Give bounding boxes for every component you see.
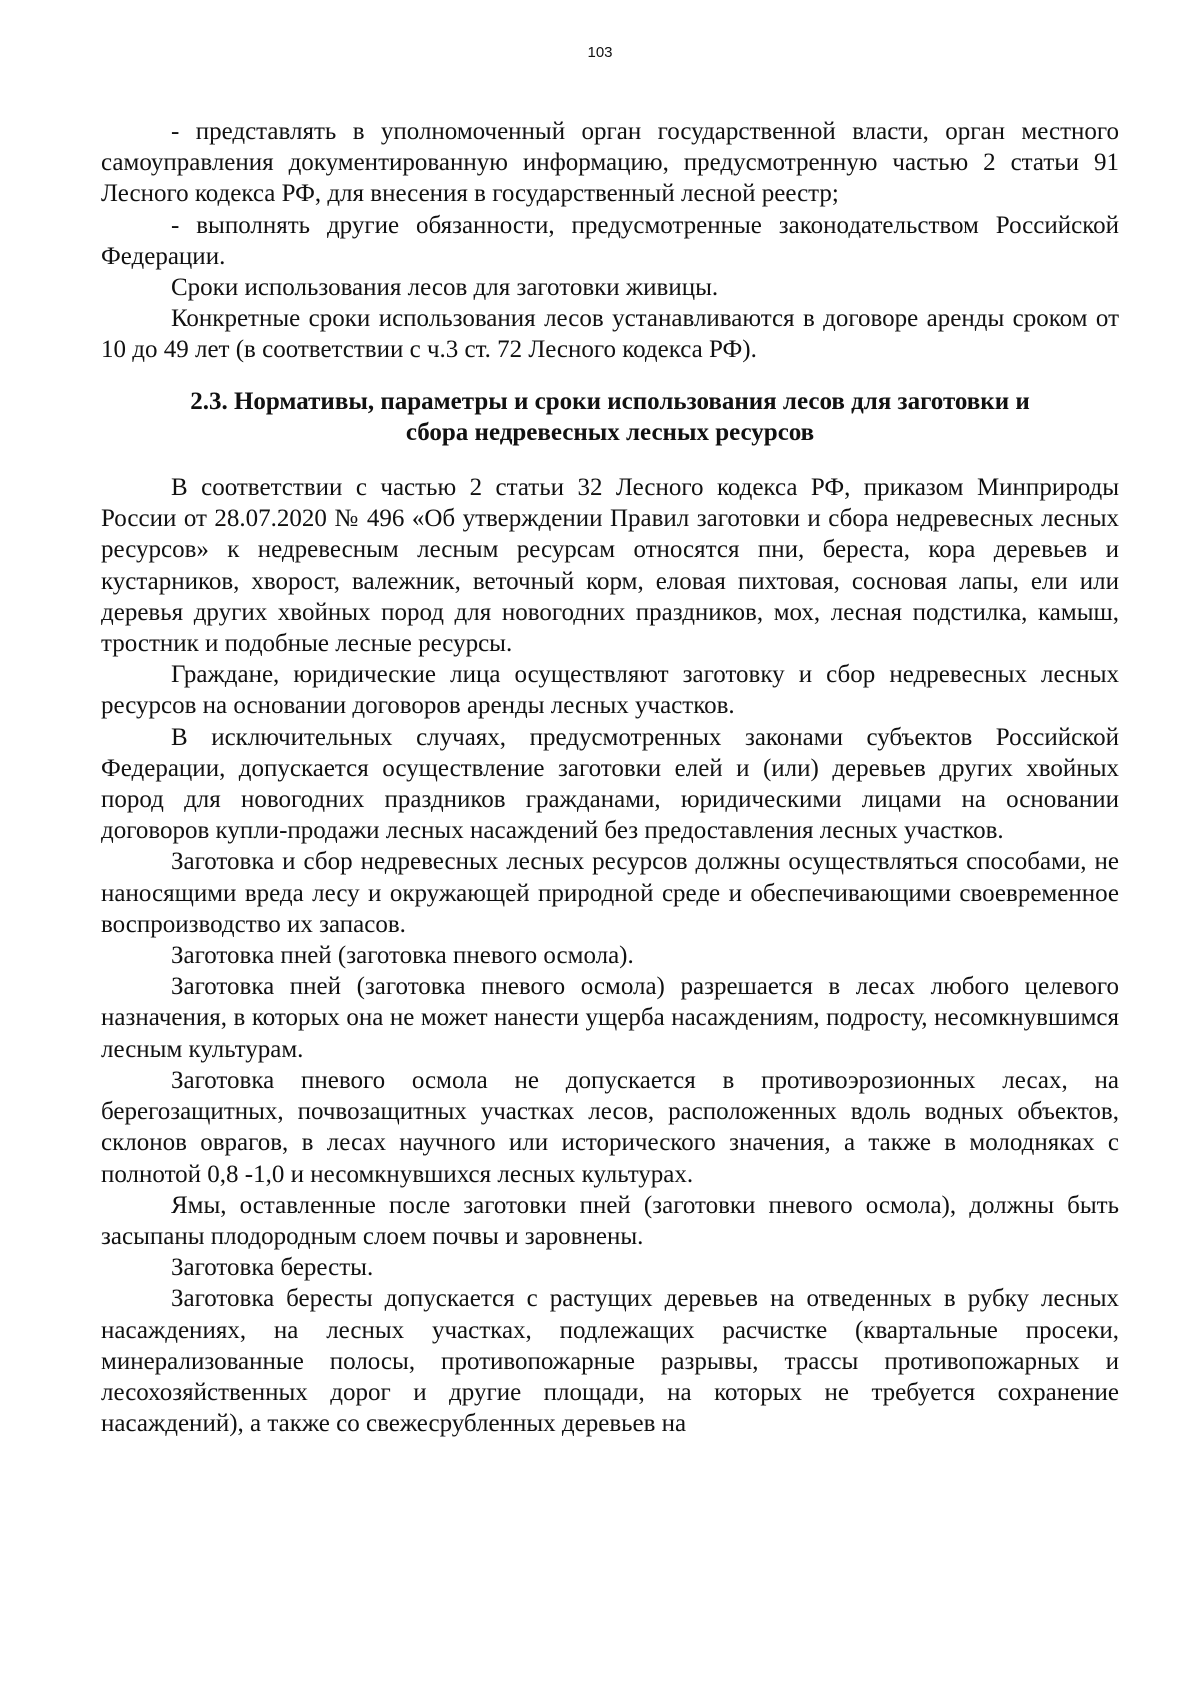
paragraph: Ямы, оставленные после заготовки пней (заготовки пневого осмола), должны быть засыпаны плодородным слоем почвы и заровнены.	[101, 1191, 1119, 1250]
page-number: 103	[587, 44, 613, 61]
section-heading	[101, 386, 1119, 448]
paragraph: Сроки использования лесов для заготовки живицы.	[171, 274, 719, 302]
paragraph: Заготовка пней (заготовка пневого осмола) разрешается в лесах любого целевого назначения, в которых она не может нанести ущерба насаждениям, подросту, несомкнувшимся лесным культурам.	[101, 973, 1119, 1063]
paragraph: Заготовка пневого осмола не допускается в противоэрозионных лесах, на берегозащитных, почвозащитных участках лесов, расположенных вдоль водных объектов, склонов оврагов, в лесах научного или исторического значения, а также в молодняках с полнотой 0,8 -1,0 и несомкнувшихся лесных культурах.	[101, 1066, 1119, 1188]
paragraph: Заготовка бересты допускается с растущих деревьев на отведенных в рубку лесных насаждениях, на лесных участках, подлежащих расчистке (квартальные просеки, минерализованные полосы, противопожарные разрывы, трассы противопожарных и лесохозяйственных дорог и другие площади, на которых не требуется сохранение насаждений), а также со свежесрубленных деревьев на	[101, 1285, 1119, 1438]
paragraph: В исключительных случаях, предусмотренных законами субъектов Российской Федерации, допускается осуществление заготовки елей и (или) деревьев других хвойных пород для новогодних праздников гражданами, юридическими лицами на основании договоров купли-продажи лесных насаждений без предоставления лесных участков.	[101, 723, 1119, 845]
paragraph: В соответствии с частью 2 статьи 32 Лесного кодекса РФ, приказом Минприроды России от 28.07.2020 № 496 «Об утверждении Правил заготовки и сбора недревесных лесных ресурсов» к недревесным лесным ресурсам относятся пни, береста, кора деревьев и кустарников, хворост, валежник, веточный корм, еловая пихтовая, сосновая лапы, ели или деревья других хвойных пород для новогодних праздников, мох, лесная подстилка, камыш, тростник и подобные лесные ресурсы.	[101, 474, 1119, 658]
paragraph: Граждане, юридические лица осуществляют заготовку и сбор недревесных лесных ресурсов на основании договоров аренды лесных участков.	[101, 661, 1119, 720]
section-heading-line-2: сбора недревесных лесных ресурсов	[405, 418, 815, 446]
paragraph: - выполнять другие обязанности, предусмотренные законодательством Российской Федерации.	[101, 211, 1119, 270]
section-heading-line-1: 2.3. Нормативы, параметры и сроки использования лесов для заготовки и	[190, 387, 1030, 415]
document-body	[101, 116, 1119, 1439]
paragraph: Заготовка и сбор недревесных лесных ресурсов должны осуществляться способами, не наносящими вреда лесу и окружающей природной среде и обеспечивающими своевременное воспроизводство их запасов.	[101, 848, 1119, 938]
paragraph: Заготовка пней (заготовка пневого осмола).	[171, 942, 634, 970]
paragraph: Конкретные сроки использования лесов устанавливаются в договоре аренды сроком от 10 до 49 лет (в соответствии с ч.3 ст. 72 Лесного кодекса РФ).	[101, 305, 1119, 364]
paragraph: Заготовка бересты.	[171, 1254, 374, 1282]
paragraph: - представлять в уполномоченный орган государственной власти, орган местного самоуправления документированную информацию, предусмотренную частью 2 статьи 91 Лесного кодекса РФ, для внесения в государственный лесной реестр;	[101, 118, 1119, 208]
